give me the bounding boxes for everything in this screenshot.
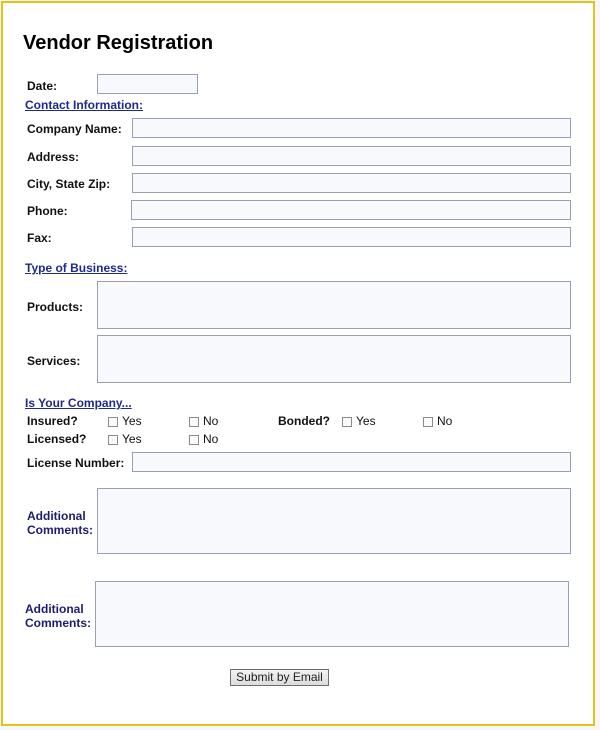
bonded-yes-checkbox[interactable] xyxy=(342,417,352,427)
licensed-yes-checkbox[interactable] xyxy=(108,435,118,445)
insured-no-label: No xyxy=(203,414,219,428)
bonded-no-checkbox[interactable] xyxy=(423,417,433,427)
date-field[interactable] xyxy=(97,74,198,94)
products-field[interactable] xyxy=(97,281,571,329)
address-field[interactable] xyxy=(132,146,571,166)
company-name-label: Company Name: xyxy=(27,122,122,136)
fax-label: Fax: xyxy=(27,231,52,245)
insured-no-checkbox[interactable] xyxy=(189,417,199,427)
section-contact-information: Contact Information: xyxy=(25,98,143,112)
city-state-zip-field[interactable] xyxy=(132,173,571,193)
address-label: Address: xyxy=(27,150,80,164)
licensed-label: Licensed? xyxy=(27,432,87,446)
page-title: Vendor Registration xyxy=(23,32,214,54)
additional-comments-label: Additional Comments: xyxy=(27,509,94,537)
licensed-no-label: No xyxy=(203,432,219,446)
submit-by-email-button[interactable]: Submit by Email xyxy=(230,669,329,686)
fax-field[interactable] xyxy=(132,227,571,247)
services-field[interactable] xyxy=(97,335,571,383)
insured-label: Insured? xyxy=(27,414,78,428)
phone-label: Phone: xyxy=(27,204,68,218)
bonded-label: Bonded? xyxy=(278,414,330,428)
insured-yes-label: Yes xyxy=(122,414,142,428)
license-number-label: License Number: xyxy=(27,456,125,470)
licensed-yes-label: Yes xyxy=(122,432,142,446)
date-label: Date: xyxy=(27,79,58,93)
additional-comments-field[interactable] xyxy=(97,488,571,554)
company-name-field[interactable] xyxy=(132,118,571,138)
section-type-of-business: Type of Business: xyxy=(25,261,128,275)
bonded-yes-label: Yes xyxy=(356,414,376,428)
services-label: Services: xyxy=(27,354,81,368)
products-label: Products: xyxy=(27,300,84,314)
bonded-no-label: No xyxy=(437,414,453,428)
city-state-zip-label: City, State Zip: xyxy=(27,177,111,191)
section-is-your-company: Is Your Company... xyxy=(25,396,132,410)
phone-field[interactable] xyxy=(131,200,571,220)
insured-yes-checkbox[interactable] xyxy=(108,417,118,427)
licensed-no-checkbox[interactable] xyxy=(189,435,199,445)
license-number-field[interactable] xyxy=(132,452,571,472)
additional-comments-field-2[interactable] xyxy=(95,581,569,647)
additional-comments-label-2: Additional Comments: xyxy=(25,602,92,630)
